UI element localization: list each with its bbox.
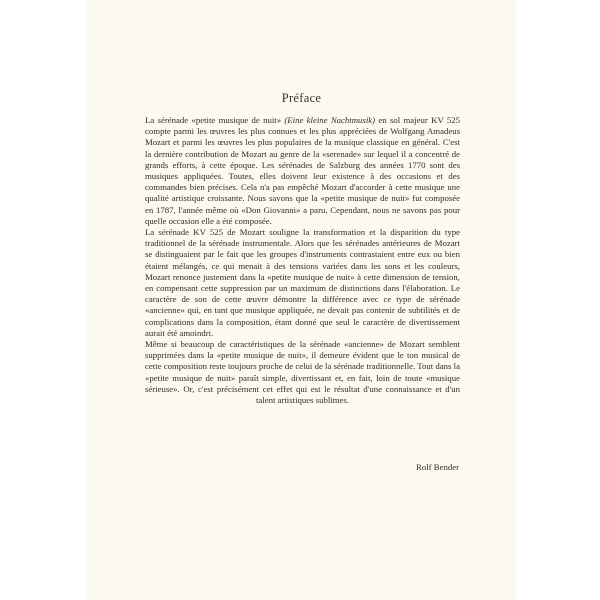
- paragraph-1-italic-title: (Eine kleine Nachtmusik): [284, 115, 376, 125]
- paragraph-3: [145, 339, 460, 406]
- paragraph-3-text: Même si beaucoup de caractéristiques de la sérénade «ancienne» de Mozart semblent supprimées dans la «petite musique de nuit», il demeure évident que le ton musical de cette composition reste toujours proche de celui de la sérénade traditionnelle. Tout dans la «petite musique de nuit» paraît simple, divertissant et, en fait, loin de toute «musique sérieuse». Or, c'est précisément cet effet qui est le résultat d'une connaissance et d'un talent artistiques sublimes.: [145, 339, 460, 406]
- paragraph-2: [145, 227, 460, 339]
- paragraph-1-text-a: La sérénade «petite musique de nuit»: [145, 115, 285, 125]
- preface-body: [145, 115, 460, 406]
- author-signature: Rolf Bender: [415, 462, 459, 472]
- paragraph-1-text-b: en sol majeur KV 525 compte parmi les œuvres les plus connues et les plus appréciées de Wolfgang Amadeus Mozart et parmi les œuvres les plus populaires de la musique classique en général. C'est la dernière contribution de Mozart au genre de la «serenade» sur lequel il a concentré de grands efforts, à cette époque. Les sérénades de Salzburg des années 1770 sont des musiques appliquées. Toutes, elles doivent leur existence à des occasions et des commandes bien précises. Cela n'a pas empêché Mozart d'accorder à cette musique une qualité artistique croissante. Nous savons que la «petite musique de nuit» fut composée en 1787, l'année même où «Don Giovanni» a paru. Cependant, nous ne savons pas pour quelle occasion elle a été composée.: [145, 115, 460, 226]
- page-title: Préface: [281, 91, 322, 105]
- paragraph-2-text: La sérénade KV 525 de Mozart souligne la transformation et la disparition du type traditionnel de la sérénade instrumentale. Alors que les sérénades antérieures de Mozart se distinguaient par le fait que les groupes d'instruments contrastaient entre eux ou bien étaient mélangés, ce qui menait à des tensions variées dans les sons et les couleurs, Mozart renonce justement dans la «petite musique de nuit» à cette dimension de tension, en compensant cette suppression par un maximum de distinctions dans l'élaboration. Le caractère de son de cette œuvre démontre la différence avec ce type de sérénade «ancienne» qui, en tant que musique appliquée, ne devait pas contenir de subtilités et de complications dans la composition, étant donné que seul le caractère de divertissement aurait été amoindri.: [145, 227, 460, 338]
- document-page: [88, 0, 515, 600]
- paragraph-1: [145, 115, 460, 227]
